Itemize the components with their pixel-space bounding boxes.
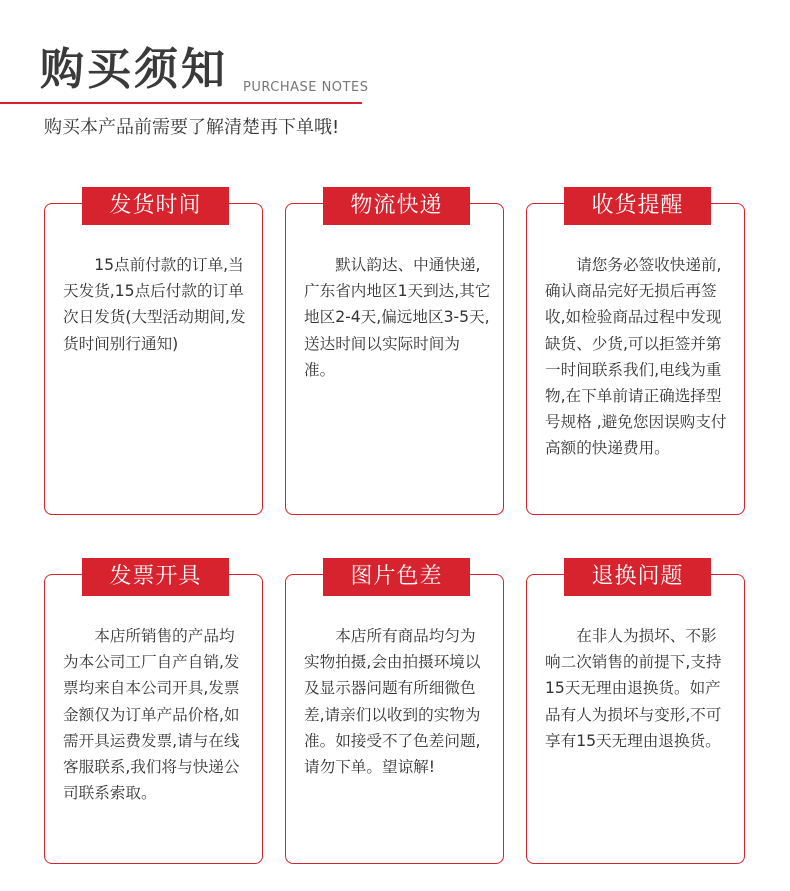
card-title-badge: 图片色差 xyxy=(323,558,470,596)
notice-card-shipping-time xyxy=(44,193,263,515)
card-body-text: 在非人为损坏、不影响二次销售的前提下,支持15天无理由退换货。如产品有人为损坏与变形,不可享有15天无理由退换货。 xyxy=(545,627,722,750)
page-title: 购买须知 xyxy=(40,44,228,95)
intro-text: 购买本产品前需要了解清楚再下单哦! xyxy=(44,117,340,138)
card-body-text: 默认韵达、中通快递,广东省内地区1天到达,其它地区2-4天,偏远地区3-5天,送达时间以实际时间为准。 xyxy=(304,256,491,379)
title-underline-divider xyxy=(0,102,362,104)
notice-card-logistics xyxy=(285,193,504,515)
notice-card-invoice xyxy=(44,564,263,864)
notice-card-color-difference xyxy=(285,564,504,864)
card-body-text: 15点前付款的订单,当天发货,15点后付款的订单次日发货(大型活动期间,发货时间别行通知) xyxy=(63,256,246,353)
card-body-text: 请您务必签收快递前,确认商品完好无损后再签收,如检验商品过程中发现缺货、少货,可以拒签并第一时间联系我们,电线为重物,在下单前请正确选择型号规格 ,避免您因误购支付高额的快递费用。 xyxy=(545,256,727,458)
card-title-badge: 发货时间 xyxy=(82,187,229,225)
page-subtitle-english: PURCHASE NOTES xyxy=(243,80,369,95)
card-title-badge: 收货提醒 xyxy=(564,187,711,225)
card-body-text: 本店所有商品均匀为实物拍摄,会由拍摄环境以及显示器问题有所细微色差,请亲们以收到的实物为准。如接受不了色差问题,请勿下单。望谅解! xyxy=(304,627,481,777)
card-title-badge: 发票开具 xyxy=(82,558,229,596)
card-title-badge: 物流快递 xyxy=(323,187,470,225)
card-body-text: 本店所销售的产品均为本公司工厂自产自销,发票均来自本公司开具,发票金额仅为订单产品价格,如需开具运费发票,请与在线客服联系,我们将与快递公司联系索取。 xyxy=(63,627,240,803)
card-title-badge: 退换问题 xyxy=(564,558,711,596)
notice-card-receipt-reminder xyxy=(526,193,745,515)
notice-card-returns xyxy=(526,564,745,864)
